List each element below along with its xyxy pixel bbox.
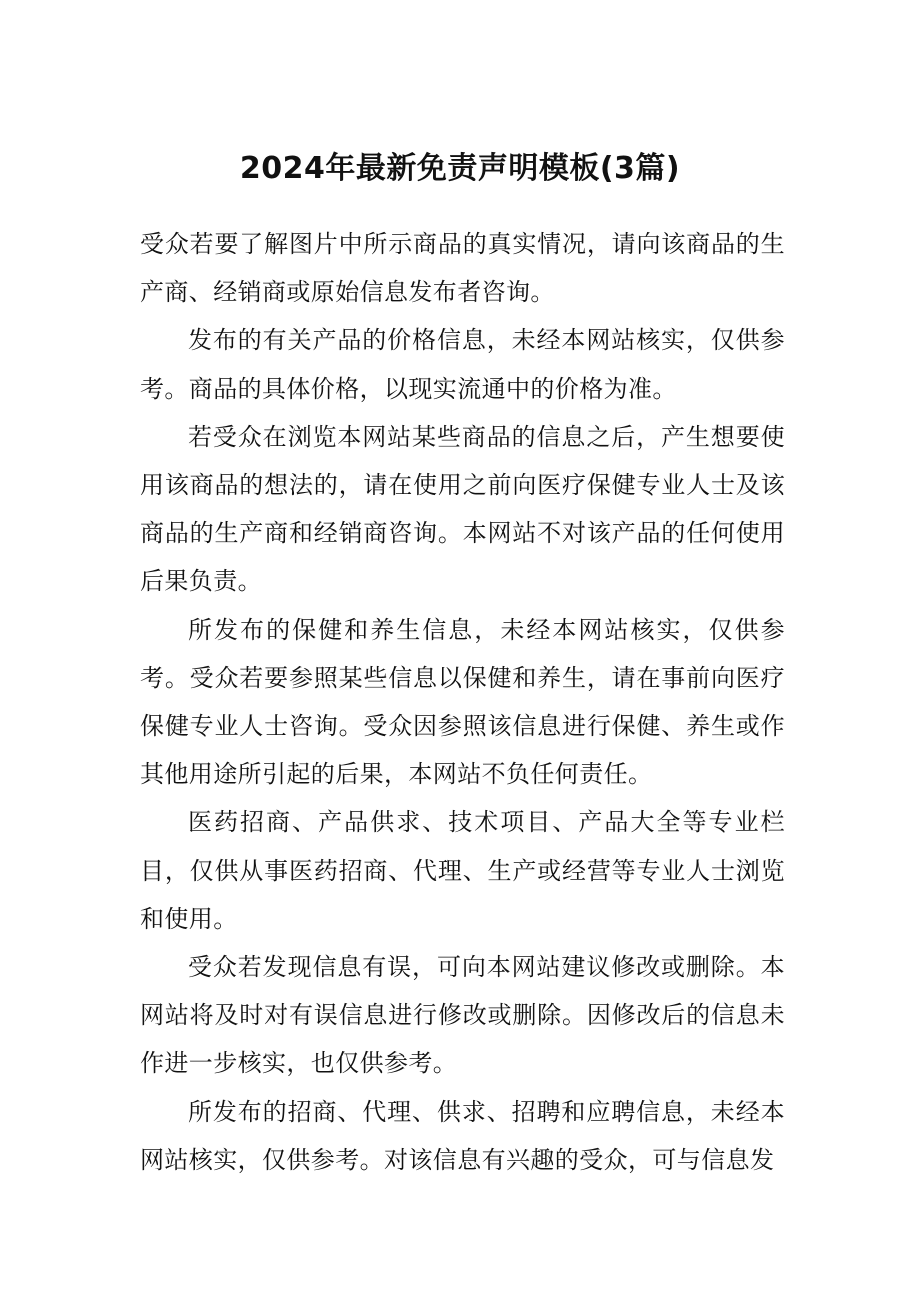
paragraph: 发布的有关产品的价格信息，未经本网站核实，仅供参考。商品的具体价格，以现实流通中的价格为准。 (140, 326, 785, 403)
paragraph: 所发布的招商、代理、供求、招聘和应聘信息，未经本网站核实，仅供参考。对该信息有兴趣的受众，可与信息发 (140, 1097, 785, 1174)
paragraph: 所发布的保健和养生信息，未经本网站核实，仅供参考。受众若要参照某些信息以保健和养生，请在事前向医疗保健专业人士咨询。受众因参照该信息进行保健、养生或作其他用途所引起的后果，本网站不负任何责任。 (140, 615, 785, 789)
document-body (140, 220, 785, 1184)
paragraph: 受众若发现信息有误，可向本网站建议修改或删除。本网站将及时对有误信息进行修改或删除。因修改后的信息未作进一步核实，也仅供参考。 (140, 953, 785, 1078)
paragraph: 受众若要了解图片中所示商品的真实情况，请向该商品的生产商、经销商或原始信息发布者咨询。 (140, 230, 785, 307)
paragraph: 若受众在浏览本网站某些商品的信息之后，产生想要使用该商品的想法的，请在使用之前向医疗保健专业人士及该商品的生产商和经销商咨询。本网站不对该产品的任何使用后果负责。 (140, 422, 785, 596)
document-title: 2024年最新免责声明模板(3篇) (239, 151, 681, 186)
paragraph: 医药招商、产品供求、技术项目、产品大全等专业栏目，仅供从事医药招商、代理、生产或经营等专业人士浏览和使用。 (140, 808, 785, 933)
